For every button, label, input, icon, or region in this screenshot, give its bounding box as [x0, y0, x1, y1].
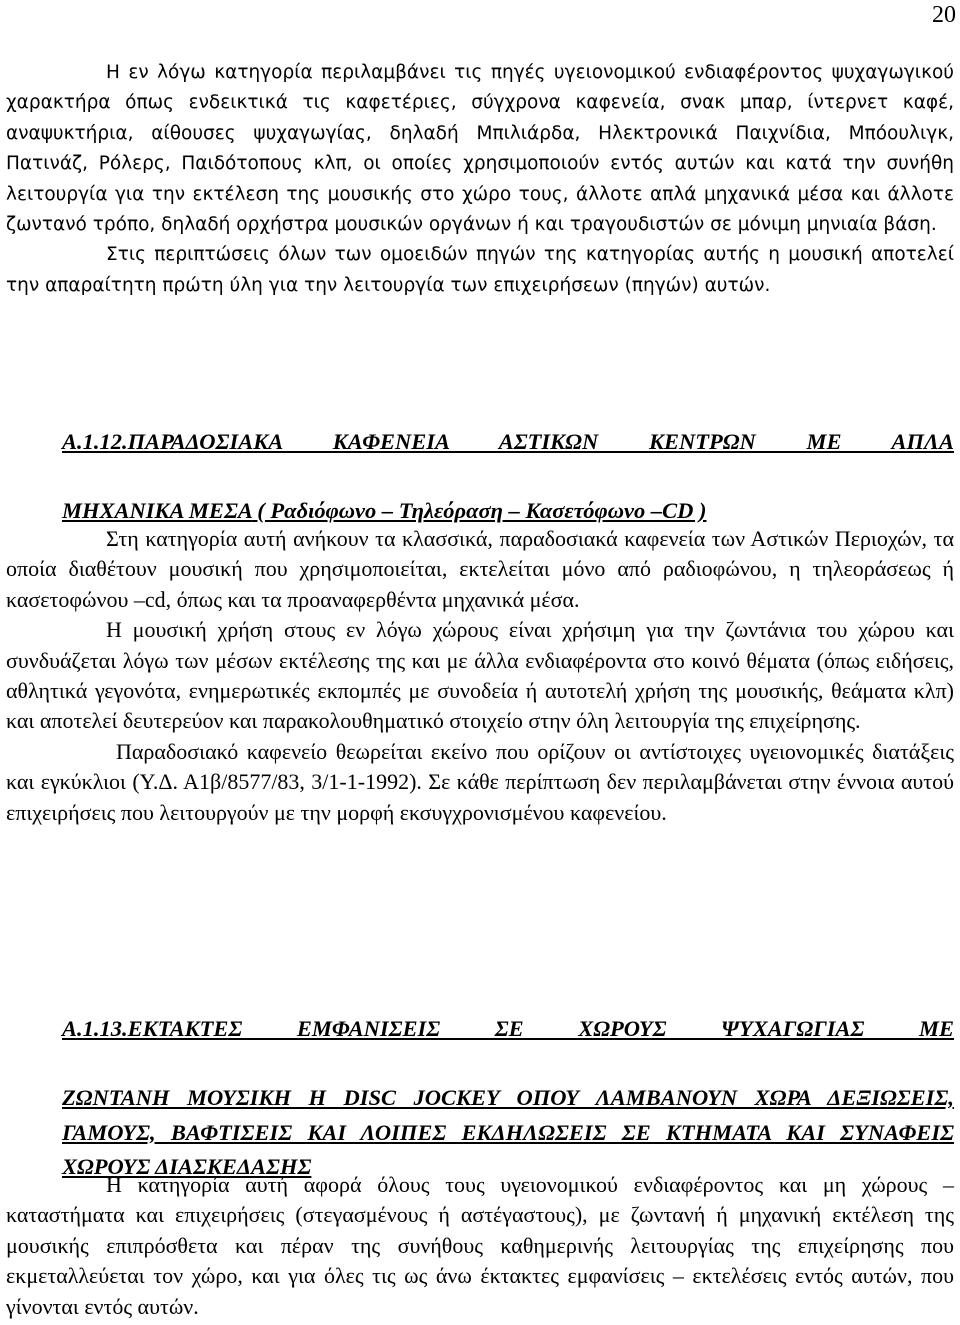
- page-number: 20: [932, 2, 956, 28]
- a112-paragraph-1-text: Στη κατηγορία αυτή ανήκουν τα κλασσικά, παραδοσιακά καφενεία των Αστικών Περιοχών, τα οποία διαθέτουν μουσική που χρησιμοποιείται, εκτελείται μόνο από ραδιοφώνου, η τηλεοράσεως ή κασετοφώνου –cd, όπως και τα προαναφερθέντα μηχανικά μέσα.: [6, 526, 954, 612]
- section-a113: [6, 1170, 954, 1322]
- a112-paragraph-3: [6, 737, 954, 828]
- heading-a113-rest: ΖΩΝΤΑΝΗ ΜΟΥΣΙΚΗ Η DISC JOCKEY ΟΠΟΥ ΛΑΜΒΑΝΟΥΝ ΧΩΡΑ ΔΕΞΙΩΣΕΙΣ, ΓΑΜΟΥΣ, ΒΑΦΤΙΣΕΙΣ ΚΑΙ ΛΟΙΠΕΣ ΕΚΔΗΛΩΣΕΙΣ ΣΕ ΚΤΗΜΑΤΑ ΚΑΙ ΣΥΝΑΦΕΙΣ ΧΩΡΟΥΣ ΔΙΑΣΚΕΔΑΣΗΣ: [62, 1085, 954, 1179]
- heading-a113-line1: Α.1.13.ΕΚΤΑΚΤΕΣ ΕΜΦΑΝΙΣΕΙΣ ΣΕ ΧΩΡΟΥΣ ΨΥΧΑΓΩΓΙΑΣ ΜΕ: [62, 1016, 954, 1041]
- heading-a112-subtitle: ( Ραδιόφωνο – Τηλεόραση – Κασετόφωνο –CD ): [251, 498, 707, 523]
- section-a112: [6, 524, 954, 828]
- a113-paragraph-1: [6, 1170, 954, 1322]
- intro-paragraph-1: [6, 58, 954, 240]
- a112-paragraph-2-text: Η μουσική χρήση στους εν λόγω χώρους είναι χρήσιμη για την ζωντάνια του χώρου και συνδυάζεται λόγω των μέσων εκτέλεσης της και με άλλα ενδιαφέροντα στο κοινό θέματα (όπως ειδήσεις, αθλητικά γεγονότα, ενημερωτικές εκπομπές με συνοδεία ή αυτοτελή χρήση της μουσικής, θεάματα κλπ) και αποτελεί δευτερεύον και παρακολουθηματικό στοιχείο στην όλη λειτουργία της επιχείρησης.: [6, 617, 954, 734]
- heading-a112-line2: ΜΗΧΑΝΙΚΑ ΜΕΣΑ: [62, 498, 252, 523]
- a113-paragraph-1-text: Η κατηγορία αυτή αφορά όλους τους υγειονομικού ενδιαφέροντος και μη χώρους – καταστήματα και επιχειρήσεις (στεγασμένους ή αστέγαστους), με ζωντανή ή μηχανική εκτέλεση της μουσικής επιπρόσθετα και πέραν της συνήθους καθημερινής λειτουργίας της επιχείρησης που εκμεταλλεύεται τον χώρο, και για όλες τις ως άνω έκτακτες εμφανίσεις – εκτελέσεις εντός αυτών, που γίνονται εντός αυτών.: [6, 1172, 954, 1319]
- a112-paragraph-1: [6, 524, 954, 615]
- intro-paragraph-1-text: Η εν λόγω κατηγορία περιλαμβάνει τις πηγές υγειονομικού ενδιαφέροντος ψυχαγωγικού χαρακτήρα όπως ενδεικτικά τις καφετέριες, σύγχρονα καφενεία, σνακ μπαρ, ίντερνετ καφέ, αναψυκτήρια, αίθουσες ψυχαγωγίας, δηλαδή Μπιλιάρδα, Ηλεκτρονικά Παιχνίδια, Μπόουλιγκ, Πατινάζ, Ρόλερς, Παιδότοπους κλπ, οι οποίες χρησιμοποιούν εντός αυτών και κατά την συνήθη λειτουργία για την εκτέλεση της μουσικής στο χώρο τους, άλλοτε απλά μηχανικά μέσα και άλλοτε ζωντανό τρόπο, δηλαδή ορχήστρα μουσικών οργάνων ή και τραγουδιστών σε μόνιμη μηνιαία βάση.: [6, 62, 954, 236]
- intro-paragraph-2: [6, 240, 954, 301]
- heading-a112: [62, 425, 954, 529]
- heading-a113: [62, 1012, 954, 1185]
- heading-a112-line1: Α.1.12.ΠΑΡΑΔΟΣΙΑΚΑ ΚΑΦΕΝΕΙΑ ΑΣΤΙΚΩΝ ΚΕΝΤΡΩΝ ΜΕ ΑΠΛΑ: [62, 429, 954, 454]
- intro-section: [6, 58, 954, 301]
- intro-paragraph-2-text: Στις περιπτώσεις όλων των ομοειδών πηγών της κατηγορίας αυτής η μουσική αποτελεί την απαραίτητη πρώτη ύλη για την λειτουργία των επιχειρήσεων (πηγών) αυτών.: [6, 244, 954, 296]
- a112-paragraph-2: [6, 615, 954, 737]
- a112-paragraph-3-text: Παραδοσιακό καφενείο θεωρείται εκείνο που ορίζουν οι αντίστοιχες υγειονομικές διατάξεις και εγκύκλιοι (Υ.Δ. Α1β/8577/83, 3/1-1-1992). Σε κάθε περίπτωση δεν περιλαμβάνεται στην έννοια αυτού επιχειρήσεις που λειτουργούν με την μορφή εκσυγχρονισμένου καφενείου.: [6, 738, 954, 825]
